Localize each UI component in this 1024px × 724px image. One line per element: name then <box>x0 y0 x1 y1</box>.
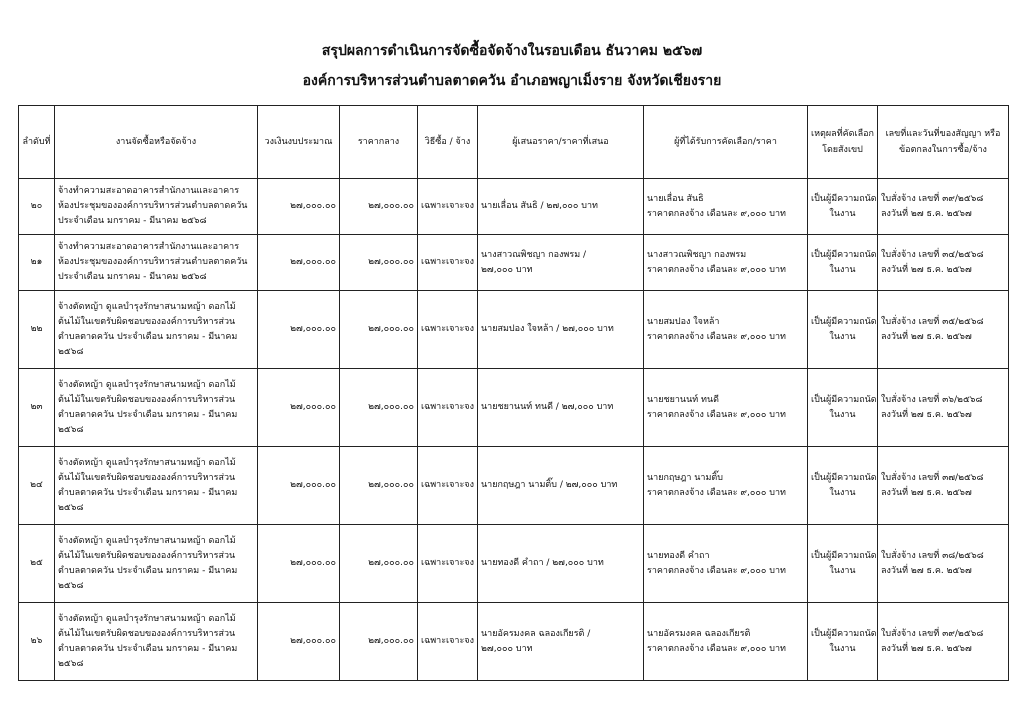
cell-bidder-line: นายกฤษฎา นามติ๊บ / ๒๗,๐๐๐ บาท <box>481 480 618 490</box>
col-header-contract: เลขที่และวันที่ของสัญญา หรือข้อตกลงในการซื้อ/จ้าง <box>878 106 1009 179</box>
cell-median-price: ๒๗,๐๐๐.๐๐ <box>340 447 418 525</box>
cell-work-line: จ้างตัดหญ้า ดูแลบำรุงรักษาสนามหญ้า ดอกไม้ <box>58 535 236 546</box>
cell-method: เฉพาะเจาะจง <box>418 525 478 603</box>
cell-bidder-line: นายเลื่อน สันธิ / ๒๗,๐๐๐ บาท <box>481 201 598 211</box>
col-header-median-price: ราคากลาง <box>340 106 418 179</box>
cell-bidder <box>478 369 644 447</box>
cell-work-line: ๒๕๖๘ <box>58 502 84 513</box>
cell-selected-line: นายเลื่อน สันธิ <box>647 193 704 204</box>
cell-bidder <box>478 447 644 525</box>
cell-selected <box>644 447 808 525</box>
cell-reason-line: เป็นผู้มีความถนัด <box>811 249 877 260</box>
cell-work-line: ตำบลตาดควัน ประจำเดือน มกราคม - มีนาคม <box>58 565 238 576</box>
cell-median-price: ๒๗,๐๐๐.๐๐ <box>340 369 418 447</box>
cell-contract <box>878 235 1009 291</box>
cell-contract <box>878 179 1009 235</box>
cell-contract-line: ลงวันที่ ๒๗ ธ.ค. ๒๕๖๗ <box>881 409 972 420</box>
cell-no: ๒๑ <box>19 235 55 291</box>
cell-reason-line: ในงาน <box>829 565 856 576</box>
table-body <box>19 179 1009 681</box>
cell-selected <box>644 369 808 447</box>
cell-work-line: จ้างตัดหญ้า ดูแลบำรุงรักษาสนามหญ้า ดอกไม้ <box>58 613 236 624</box>
cell-contract <box>878 603 1009 681</box>
cell-selected-line: ราคาตกลงจ้าง เดือนละ ๙,๐๐๐ บาท <box>647 643 786 654</box>
cell-reason-line: เป็นผู้มีความถนัด <box>811 394 877 405</box>
cell-reason <box>808 447 878 525</box>
cell-work-line: จ้างตัดหญ้า ดูแลบำรุงรักษาสนามหญ้า ดอกไม้ <box>58 457 236 468</box>
col-header-selected: ผู้ที่ได้รับการคัดเลือก/ราคา <box>644 106 808 179</box>
cell-budget: ๒๗,๐๐๐.๐๐ <box>258 447 340 525</box>
cell-selected <box>644 179 808 235</box>
cell-contract-line: ลงวันที่ ๒๗ ธ.ค. ๒๕๖๗ <box>881 331 972 342</box>
table-row <box>19 291 1009 369</box>
cell-bidder-line: นายชยานนท์ ทนดี / ๒๗,๐๐๐ บาท <box>481 402 614 412</box>
cell-contract-line: ใบสั่งจ้าง เลขที่ ๓๕/๒๕๖๘ <box>881 316 984 327</box>
cell-bidder <box>478 179 644 235</box>
cell-method: เฉพาะเจาะจง <box>418 447 478 525</box>
cell-method: เฉพาะเจาะจง <box>418 603 478 681</box>
cell-selected-line: นายชยานนท์ ทนดี <box>647 394 719 405</box>
cell-reason-line: ในงาน <box>829 264 856 275</box>
cell-selected-line: ราคาตกลงจ้าง เดือนละ ๙,๐๐๐ บาท <box>647 487 786 498</box>
cell-median-price: ๒๗,๐๐๐.๐๐ <box>340 235 418 291</box>
cell-contract-line: ลงวันที่ ๒๗ ธ.ค. ๒๕๖๗ <box>881 565 972 576</box>
cell-contract-line: ใบสั่งจ้าง เลขที่ ๓๔/๒๕๖๘ <box>881 249 984 260</box>
table-row <box>19 235 1009 291</box>
cell-method: เฉพาะเจาะจง <box>418 179 478 235</box>
cell-contract-line: ลงวันที่ ๒๗ ธ.ค. ๒๕๖๗ <box>881 208 972 219</box>
cell-selected-line: ราคาตกลงจ้าง เดือนละ ๙,๐๐๐ บาท <box>647 565 786 576</box>
cell-work-line: ๒๕๖๘ <box>58 658 84 669</box>
cell-selected-line: ราคาตกลงจ้าง เดือนละ ๙,๐๐๐ บาท <box>647 409 786 420</box>
cell-median-price: ๒๗,๐๐๐.๐๐ <box>340 291 418 369</box>
cell-median-price: ๒๗,๐๐๐.๐๐ <box>340 525 418 603</box>
col-header-no: ลำดับที่ <box>19 106 55 179</box>
cell-bidder <box>478 525 644 603</box>
cell-selected-line: นายทองดี คำถา <box>647 550 710 561</box>
col-header-reason: เหตุผลที่คัดเลือก โดยสังเขป <box>808 106 878 179</box>
cell-work <box>55 235 258 291</box>
cell-work-line: จ้างตัดหญ้า ดูแลบำรุงรักษาสนามหญ้า ดอกไม้ <box>58 379 236 390</box>
table-row <box>19 369 1009 447</box>
cell-work-line: จ้างตัดหญ้า ดูแลบำรุงรักษาสนามหญ้า ดอกไม้ <box>58 301 236 312</box>
cell-method: เฉพาะเจาะจง <box>418 235 478 291</box>
cell-selected-line: นายกฤษฎา นามติ๊บ <box>647 472 723 483</box>
cell-contract-line: ใบสั่งจ้าง เลขที่ ๓๙/๒๕๖๘ <box>881 628 984 639</box>
cell-no: ๒๓ <box>19 369 55 447</box>
cell-no: ๒๒ <box>19 291 55 369</box>
cell-budget: ๒๗,๐๐๐.๐๐ <box>258 525 340 603</box>
cell-selected <box>644 525 808 603</box>
cell-reason-line: เป็นผู้มีความถนัด <box>811 193 877 204</box>
cell-selected <box>644 235 808 291</box>
cell-reason <box>808 369 878 447</box>
cell-budget: ๒๗,๐๐๐.๐๐ <box>258 179 340 235</box>
cell-contract-line: ลงวันที่ ๒๗ ธ.ค. ๒๕๖๗ <box>881 643 972 654</box>
cell-bidder-line: นายสมปอง ใจหล้า / ๒๗,๐๐๐ บาท <box>481 324 614 334</box>
cell-reason <box>808 525 878 603</box>
cell-contract <box>878 369 1009 447</box>
cell-contract <box>878 525 1009 603</box>
cell-bidder-line: ๒๗,๐๐๐ บาท <box>481 264 533 275</box>
table-row <box>19 179 1009 235</box>
cell-reason-line: ในงาน <box>829 643 856 654</box>
cell-reason-line: ในงาน <box>829 331 856 342</box>
cell-contract-line: ลงวันที่ ๒๗ ธ.ค. ๒๕๖๗ <box>881 264 972 275</box>
cell-selected <box>644 291 808 369</box>
cell-reason <box>808 603 878 681</box>
cell-contract-line: ใบสั่งจ้าง เลขที่ ๓๖/๒๕๖๘ <box>881 394 983 405</box>
cell-budget: ๒๗,๐๐๐.๐๐ <box>258 291 340 369</box>
cell-selected-line: นายอัครมงคล ฉลองเกียรติ <box>647 628 751 639</box>
cell-method: เฉพาะเจาะจง <box>418 369 478 447</box>
cell-selected-line: ราคาตกลงจ้าง เดือนละ ๙,๐๐๐ บาท <box>647 264 786 275</box>
cell-work <box>55 603 258 681</box>
cell-work <box>55 179 258 235</box>
cell-work-line: ๒๕๖๘ <box>58 346 84 357</box>
table-row <box>19 603 1009 681</box>
cell-work-line: ต้นไม้ในเขตรับผิดชอบขององค์การบริหารส่วน <box>58 316 236 327</box>
cell-no: ๒๐ <box>19 179 55 235</box>
cell-reason-line: ในงาน <box>829 409 856 420</box>
cell-selected-line: นายสมปอง ใจหล้า <box>647 316 720 327</box>
cell-reason <box>808 179 878 235</box>
cell-work-line: ตำบลตาดควัน ประจำเดือน มกราคม - มีนาคม <box>58 331 238 342</box>
cell-bidder <box>478 291 644 369</box>
cell-budget: ๒๗,๐๐๐.๐๐ <box>258 603 340 681</box>
document-title: สรุปผลการดำเนินการจัดซื้อจัดจ้างในรอบเดือน ธันวาคม ๒๕๖๗ <box>321 43 703 59</box>
col-header-budget: วงเงินงบประมาณ <box>258 106 340 179</box>
cell-work-line: จ้างทำความสะอาดอาคารสำนักงานและอาคาร <box>58 242 240 252</box>
cell-work-line: ต้นไม้ในเขตรับผิดชอบขององค์การบริหารส่วน <box>58 550 236 561</box>
cell-work <box>55 447 258 525</box>
cell-reason-line: เป็นผู้มีความถนัด <box>811 472 877 483</box>
cell-contract-line: ใบสั่งจ้าง เลขที่ ๓๙/๒๕๖๘ <box>881 193 984 204</box>
table-row <box>19 525 1009 603</box>
cell-work-line: ต้นไม้ในเขตรับผิดชอบขององค์การบริหารส่วน <box>58 394 236 405</box>
cell-reason-line: ในงาน <box>829 208 856 219</box>
cell-contract <box>878 291 1009 369</box>
cell-bidder-line: นายอัครมงคล ฉลองเกียรติ / <box>481 628 591 639</box>
cell-no: ๒๖ <box>19 603 55 681</box>
cell-work-line: ต้นไม้ในเขตรับผิดชอบขององค์การบริหารส่วน <box>58 472 236 483</box>
cell-median-price: ๒๗,๐๐๐.๐๐ <box>340 603 418 681</box>
col-header-work: งานจัดซื้อหรือจัดจ้าง <box>55 106 258 179</box>
cell-bidder <box>478 603 644 681</box>
col-header-method: วิธีซื้อ / จ้าง <box>418 106 478 179</box>
cell-contract-line: ใบสั่งจ้าง เลขที่ ๓๗/๒๕๖๘ <box>881 472 984 483</box>
cell-no: ๒๔ <box>19 447 55 525</box>
document-subtitle: องค์การบริหารส่วนตำบลตาดควัน อำเภอพญาเม็งราย จังหวัดเชียงราย <box>302 73 722 89</box>
cell-work-line: ตำบลตาดควัน ประจำเดือน มกราคม - มีนาคม <box>58 487 238 498</box>
cell-work-line: ๒๕๖๘ <box>58 424 84 435</box>
cell-budget: ๒๗,๐๐๐.๐๐ <box>258 369 340 447</box>
cell-selected-line: ราคาตกลงจ้าง เดือนละ ๙,๐๐๐ บาท <box>647 208 786 219</box>
cell-method: เฉพาะเจาะจง <box>418 291 478 369</box>
cell-contract-line: ใบสั่งจ้าง เลขที่ ๓๘/๒๕๖๘ <box>881 550 984 561</box>
cell-selected <box>644 603 808 681</box>
cell-contract-line: ลงวันที่ ๒๗ ธ.ค. ๒๕๖๗ <box>881 487 972 498</box>
cell-reason-line: ในงาน <box>829 487 856 498</box>
cell-work-line: ต้นไม้ในเขตรับผิดชอบขององค์การบริหารส่วน <box>58 628 236 639</box>
cell-bidder-line: นายทองดี คำถา / ๒๗,๐๐๐ บาท <box>481 558 604 568</box>
cell-reason <box>808 235 878 291</box>
cell-contract <box>878 447 1009 525</box>
cell-reason <box>808 291 878 369</box>
procurement-table <box>18 105 1009 681</box>
cell-work <box>55 525 258 603</box>
table-header-row <box>19 106 1009 179</box>
cell-reason-line: เป็นผู้มีความถนัด <box>811 628 877 639</box>
cell-median-price: ๒๗,๐๐๐.๐๐ <box>340 179 418 235</box>
cell-work <box>55 369 258 447</box>
cell-selected-line: นางสาวณพิชญา กองพรม <box>647 249 747 260</box>
cell-work-line: ตำบลตาดควัน ประจำเดือน มกราคม - มีนาคม <box>58 643 238 654</box>
cell-budget: ๒๗,๐๐๐.๐๐ <box>258 235 340 291</box>
cell-work-line: ๒๕๖๘ <box>58 580 84 591</box>
cell-work-line: ห้องประชุมขององค์การบริหารส่วนตำบลตาดควัน <box>58 201 248 211</box>
cell-reason-line: เป็นผู้มีความถนัด <box>811 550 877 561</box>
cell-bidder <box>478 235 644 291</box>
table-row <box>19 447 1009 525</box>
cell-selected-line: ราคาตกลงจ้าง เดือนละ ๙,๐๐๐ บาท <box>647 331 786 342</box>
cell-work-line: ประจำเดือน มกราคม - มีนาคม ๒๕๖๘ <box>58 272 207 282</box>
cell-bidder-line: นางสาวณพิชญา กองพรม / <box>481 249 587 260</box>
cell-reason-line: เป็นผู้มีความถนัด <box>811 316 877 327</box>
cell-bidder-line: ๒๗,๐๐๐ บาท <box>481 643 533 654</box>
cell-work-line: ประจำเดือน มกราคม - มีนาคม ๒๕๖๘ <box>58 216 207 226</box>
cell-work <box>55 291 258 369</box>
cell-no: ๒๕ <box>19 525 55 603</box>
cell-work-line: จ้างทำความสะอาดอาคารสำนักงานและอาคาร <box>58 186 240 196</box>
cell-work-line: ห้องประชุมขององค์การบริหารส่วนตำบลตาดควัน <box>58 257 248 267</box>
col-header-bidder: ผู้เสนอราคา/ราคาที่เสนอ <box>478 106 644 179</box>
cell-work-line: ตำบลตาดควัน ประจำเดือน มกราคม - มีนาคม <box>58 409 238 420</box>
